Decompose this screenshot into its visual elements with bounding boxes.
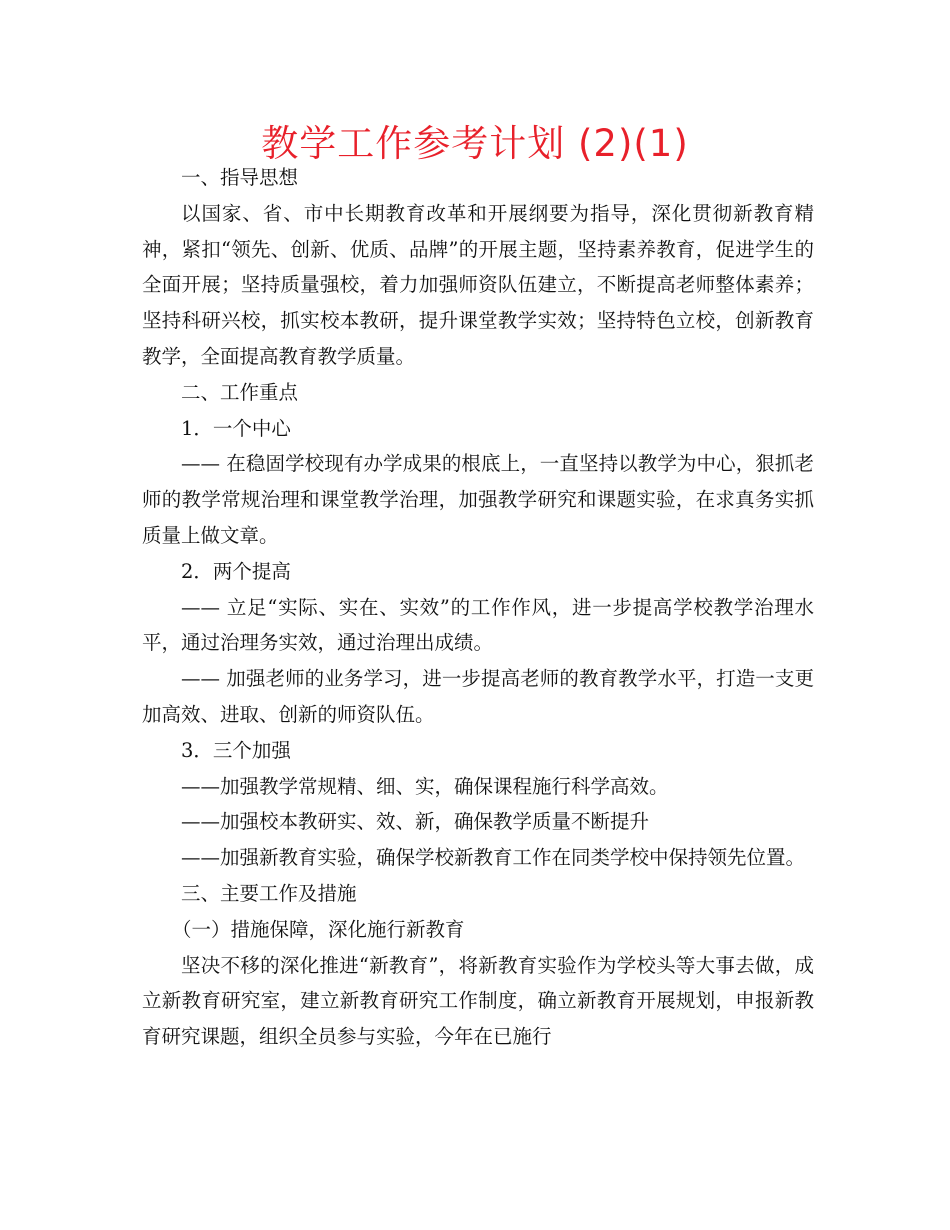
- subsection-heading: 2．两个提高: [181, 559, 291, 583]
- paragraph: ——加强新教育实验，确保学校新教育工作在同类学校中保持领先位置。: [181, 846, 806, 870]
- paragraph: —— 立足“实际、实在、实效”的工作作风，进一步提高学校教学治理水平，通过治理务实效，通过治理出成绩。: [142, 595, 814, 655]
- paragraph: ——加强教学常规精、细、实，确保课程施行科学高效。: [181, 774, 669, 798]
- paragraph: 坚决不移的深化推进“新教育”，将新教育实验作为学校头等大事去做，成立新教育研究室，建立新教育研究工作制度，确立新教育开展规划，申报新教育研究课题，组织全员参与实验，今年在已施行: [142, 953, 814, 1049]
- section-heading: 二、工作重点: [181, 380, 299, 404]
- paragraph: —— 加强老师的业务学习，进一步提高老师的教育教学水平，打造一支更加高效、进取、创新的师资队伍。: [142, 667, 814, 726]
- document-title: 教学工作参考计划 (2)(1): [261, 122, 689, 165]
- paragraph: 以国家、省、市中长期教育改革和开展纲要为指导，深化贯彻新教育精神，紧扣“领先、创新、优质、品牌”的开展主题，坚持素养教育，促进学生的全面开展；坚持质量强校，着力加强师资队伍建立，不断提高老师整体素养；坚持科研兴校，抓实校本教研，提升课堂教学实效；坚持特色立校，创新教育教学，全面提高教育教学质量。: [142, 201, 814, 368]
- section-heading: 一、指导思想: [181, 166, 299, 189]
- subsection-heading: 1．一个中心: [181, 416, 291, 440]
- paragraph: ——加强校本教研实、效、新，确保教学质量不断提升: [181, 810, 650, 834]
- document-body: [142, 160, 814, 1055]
- paragraph: —— 在稳固学校现有办学成果的根底上，一直坚持以教学为中心，狠抓老师的教学常规治理和课堂教学治理，加强教学研究和课题实验，在求真务实抓质量上做文章。: [142, 452, 814, 547]
- subsection-heading: 3．三个加强: [181, 738, 291, 762]
- section-heading: 三、主要工作及措施: [181, 881, 357, 905]
- subsection-heading: （一）措施保障，深化施行新教育: [172, 917, 465, 941]
